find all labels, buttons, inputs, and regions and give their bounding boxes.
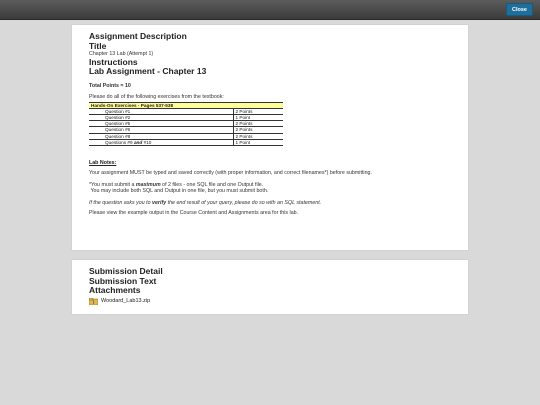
instructions-heading: Instructions [89,56,138,67]
submission-text-heading: Submission Text [89,275,157,286]
attachment-link[interactable]: Woodard_Lab13.zip [101,298,151,304]
close-button[interactable]: Close [506,3,533,16]
note4-bold: verify [152,199,167,206]
question-cell: Question #6 [89,127,233,133]
points-cell: 2 Points [233,121,283,127]
attachments-heading: Attachments [89,285,141,295]
note4-suffix: the end result of your query, please do so with an SQL statement. [166,199,322,206]
question-cell: Question #5 [89,121,233,127]
exercise-intro: Please do all of the following exercises from the textbook: [89,94,224,100]
assignment-description-panel [72,25,468,250]
attachment-item[interactable] [89,298,459,305]
question-and: and [133,139,143,145]
question-prefix: Questions #9 [105,139,134,145]
exercises-table-header-cell: Hands-On Exercises - Pages 537-538 [89,102,283,108]
points-cell: 1 Point [233,139,283,145]
total-points: Total Points = 10 [89,82,131,89]
submission-detail-panel [72,260,468,314]
lab-notes-label: Lab Notes: [89,159,117,166]
question-suffix: #10 [142,139,152,145]
lab-note-1: Your assignment MUST be typed and saved correctly (with proper information, and correct filenames*) before submitting. [89,170,372,177]
note2-bold: maximum [135,181,161,188]
note2-suffix: of 2 files - one SQL file and one Output file. [160,181,264,188]
lab-heading: Lab Assignment - Chapter 13 [89,66,207,76]
question-cell: Question #2 [89,114,233,120]
points-cell: 2 Points [233,127,283,133]
table-row [89,139,283,145]
zip-file-icon [89,298,98,305]
title-heading: Title [89,40,107,51]
points-cell: 2 Points [233,108,283,114]
exercises-table [89,102,283,146]
top-toolbar [0,0,540,20]
question-cell: Question #1 [89,108,233,114]
assignment-description-heading: Assignment Description [89,31,187,41]
title-value: Chapter 13 Lab (Attempt 1) [89,51,154,57]
points-cell: 2 Points [233,133,283,139]
note2-prefix: *You must submit a [89,181,136,188]
submission-detail-heading: Submission Detail [89,266,163,276]
points-cell: 1 Point [233,114,283,120]
note4-prefix: If the question asks you to [89,199,153,206]
lab-note-5: Please view the example output in the Course Content and Assignments area for this lab. [89,210,299,217]
note3-text: You may include both SQL and Output in one file, but you must submit both. [90,188,269,195]
question-cell: Question #8 [89,133,233,139]
question-cell [89,139,233,145]
